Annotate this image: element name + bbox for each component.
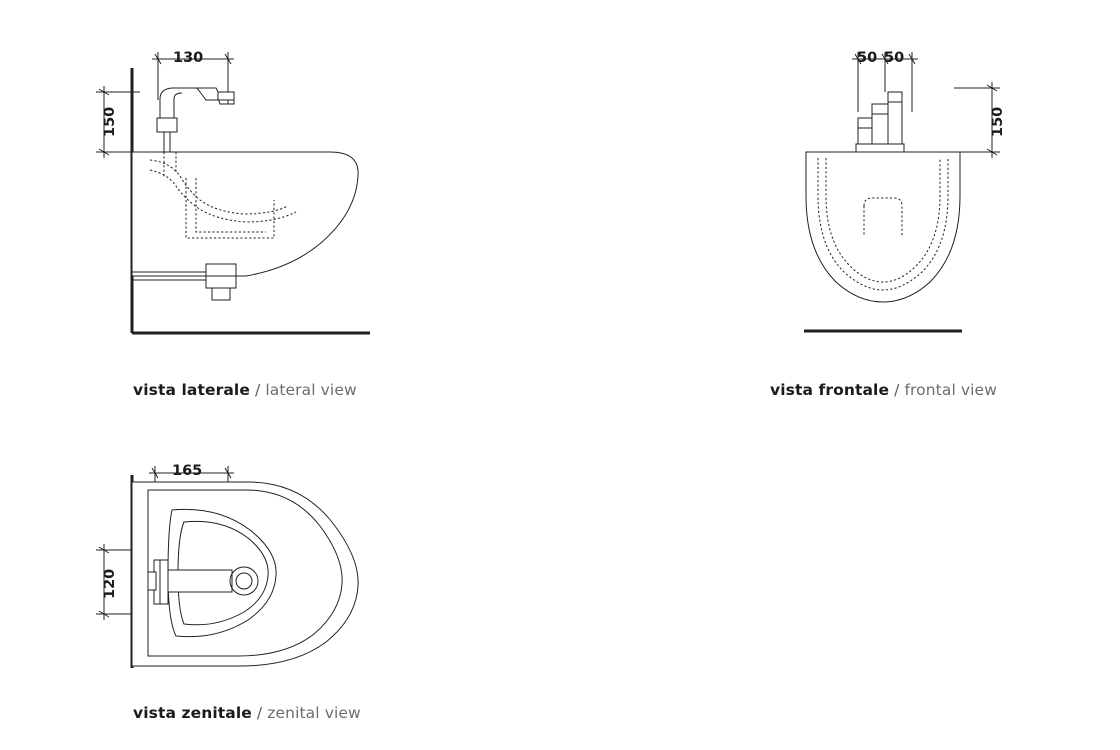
caption-frontal-it: vista frontale	[770, 381, 890, 399]
caption-frontal-en: frontal view	[904, 381, 997, 399]
dim-label-130: 130	[173, 50, 204, 66]
bidet-body-outline	[132, 152, 358, 276]
dim-label-50-right: 50	[884, 50, 905, 66]
faucet-lateral	[157, 88, 234, 152]
dim-label-50-left: 50	[857, 50, 878, 66]
frontal-view-drawing	[760, 0, 1060, 360]
zenital-view	[0, 410, 420, 750]
caption-lateral-view	[133, 381, 357, 399]
zenital-view-drawing	[0, 410, 420, 710]
caption-lateral-it: vista laterale	[133, 381, 250, 399]
dim-label-150-lateral: 150	[102, 106, 118, 137]
dim-label-165: 165	[172, 463, 203, 479]
lateral-view-drawing	[0, 0, 420, 360]
caption-lateral-en: lateral view	[265, 381, 357, 399]
caption-zenital-en: zenital view	[267, 704, 361, 722]
faucet-frontal	[856, 92, 904, 152]
lateral-view	[0, 0, 420, 399]
caption-lateral-sep: /	[254, 381, 266, 399]
caption-frontal-view	[770, 381, 997, 399]
caption-zenital-it: vista zenitale	[133, 704, 252, 722]
caption-zenital-sep: /	[256, 704, 268, 722]
dim-label-150-frontal: 150	[990, 106, 1006, 137]
caption-zenital-view	[133, 704, 361, 722]
caption-frontal-sep: /	[894, 381, 905, 399]
frontal-view	[760, 0, 1120, 399]
dim-label-120: 120	[102, 568, 118, 599]
